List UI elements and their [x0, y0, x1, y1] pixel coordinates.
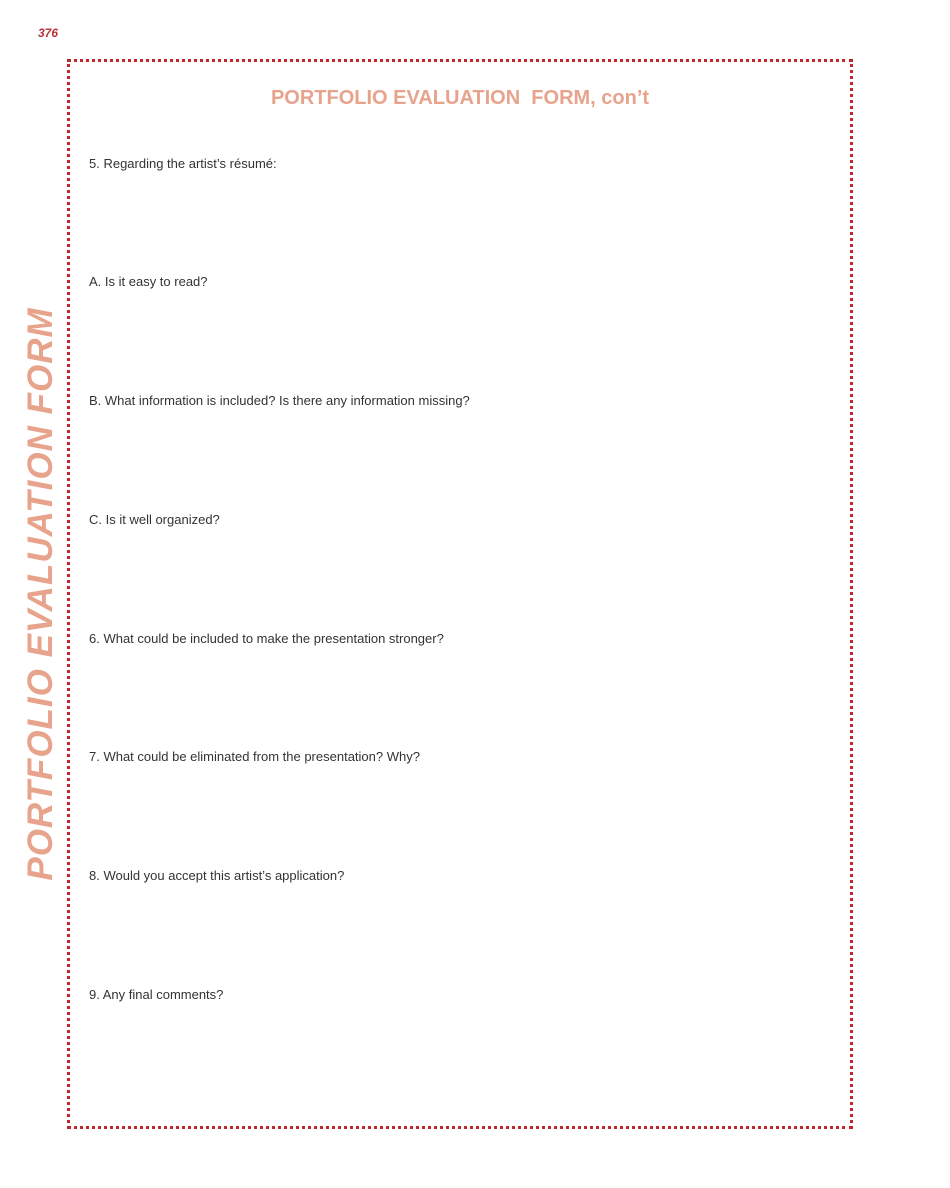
page-number: 376: [38, 26, 59, 40]
question-5c: C. Is it well organized?: [89, 512, 220, 527]
question-9: 9. Any final comments?: [89, 987, 224, 1002]
form-frame: [67, 59, 853, 1129]
question-7: 7. What could be eliminated from the presentation? Why?: [89, 749, 420, 764]
question-5b: B. What information is included? Is there any information missing?: [89, 393, 470, 408]
question-5: 5. Regarding the artist’s résumé:: [89, 156, 277, 171]
form-title: PORTFOLIO EVALUATION FORM, con’t: [270, 87, 650, 109]
side-title: PORTFOLIO EVALUATION FORM: [21, 307, 60, 881]
question-6: 6. What could be included to make the presentation stronger?: [89, 631, 444, 646]
question-5a: A. Is it easy to read?: [89, 274, 208, 289]
question-8: 8. Would you accept this artist’s application?: [89, 868, 345, 883]
